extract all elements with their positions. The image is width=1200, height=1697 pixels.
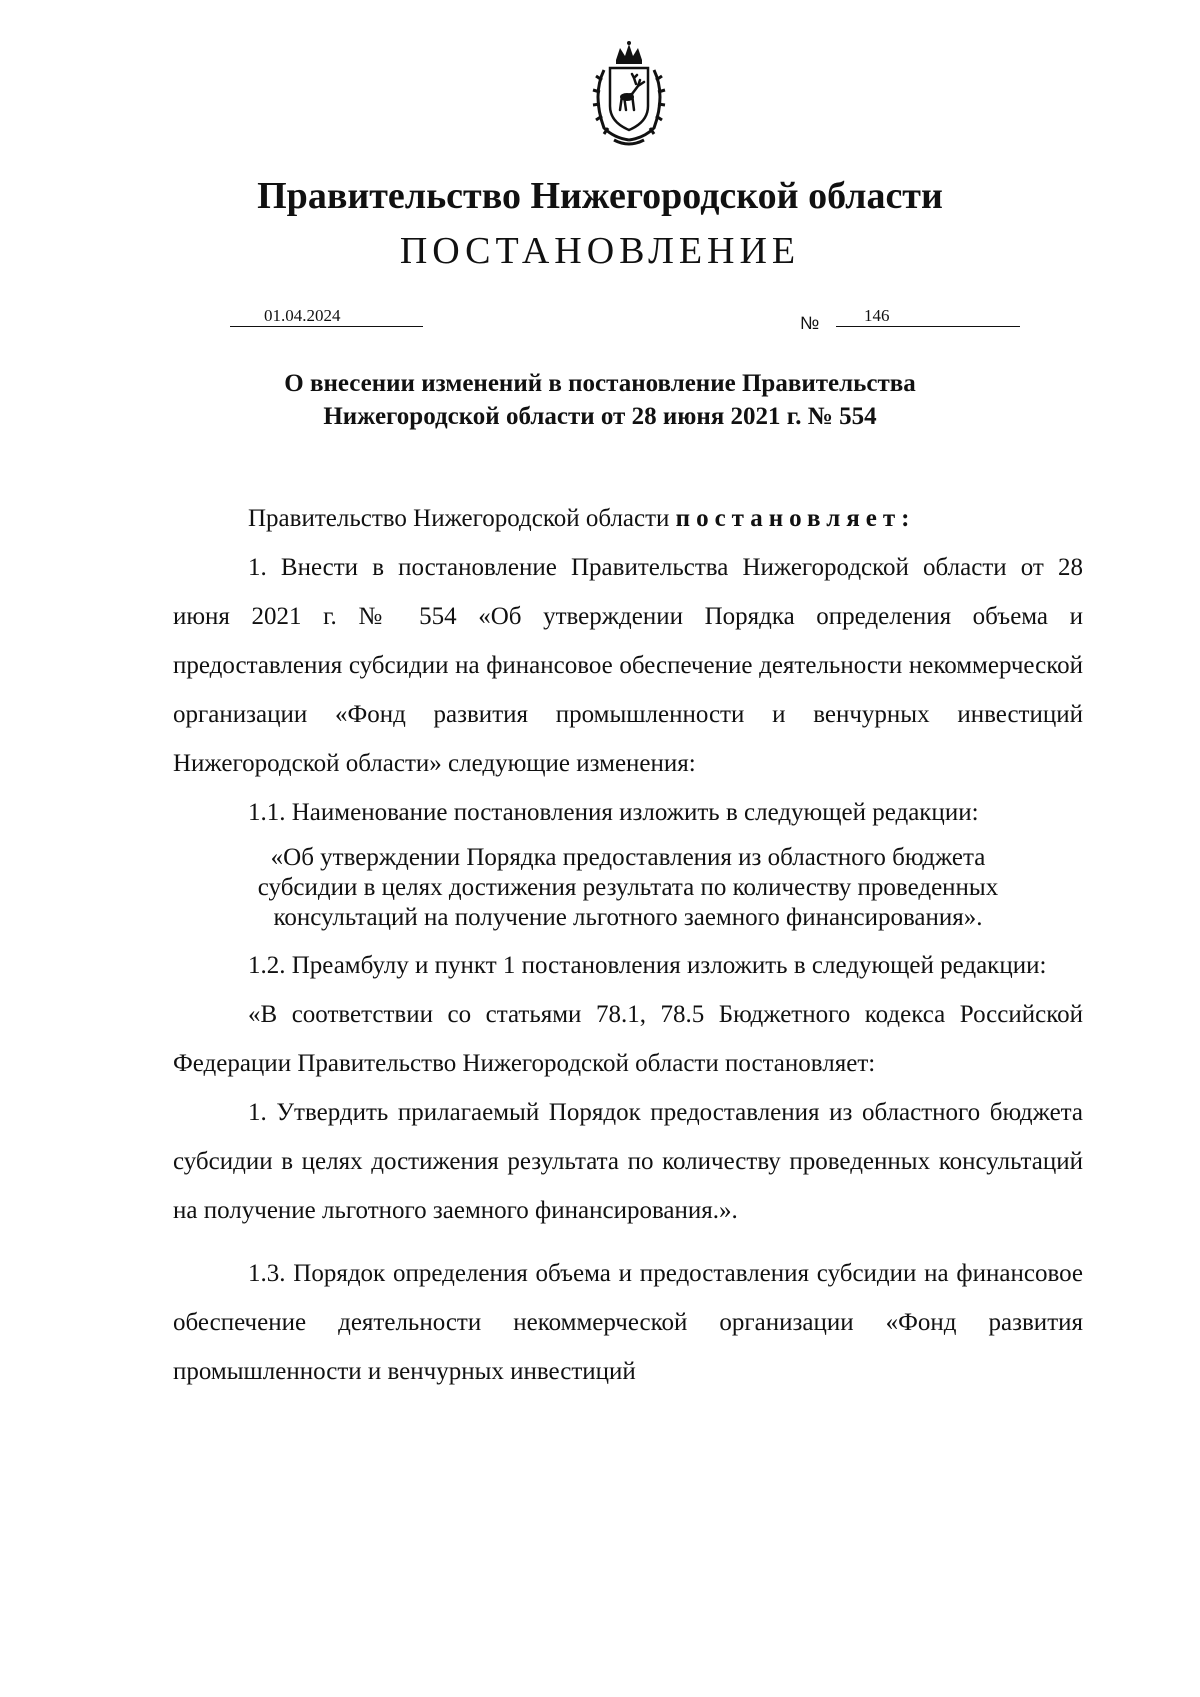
- intro-paragraph: [173, 494, 1083, 543]
- number-label: №: [800, 313, 820, 333]
- intro-decree: постановляет:: [675, 505, 916, 532]
- intro-text: Правительство Нижегородской области: [248, 505, 676, 532]
- preamble-text: «В соответствии со статьями 78.1, 78.5 Бюджетного кодекса Российской Федерации Правительство Нижегородской области постановляет:: [173, 1001, 1083, 1077]
- document-date: 01.04.2024: [230, 306, 423, 327]
- quote-line-2: субсидии в целях достижения результата по количеству проведенных: [257, 874, 999, 901]
- item-1-2: 1.2. Преамбулу и пункт 1 постановления изложить в следующей редакции:: [248, 952, 1047, 979]
- subject-line-1: О внесении изменений в постановление Правительства: [284, 370, 916, 397]
- subject-line-2: Нижегородской области от 28 июня 2021 г. № 554: [323, 403, 877, 430]
- quoted-title: [173, 837, 1083, 941]
- document-type: ПОСТАНОВЛЕНИЕ: [399, 230, 801, 272]
- item-1-1: 1.1. Наименование постановления изложить в следующей редакции:: [248, 799, 979, 826]
- document-body: [173, 494, 1083, 1396]
- government-title: Правительство Нижегородской области: [257, 175, 943, 217]
- new-item-1: 1. Утвердить прилагаемый Порядок предоставления из областного бюджета субсидии в целях достижения результата по количеству проведенных консультаций на получение льготного заемного финансирования.».: [173, 1099, 1083, 1224]
- coat-of-arms-icon: [574, 40, 684, 150]
- document-number: 146: [836, 306, 1020, 327]
- document-subject: [150, 367, 1050, 433]
- quote-line-1: «Об утверждении Порядка предоставления из областного бюджета: [270, 844, 986, 871]
- item-1-3: 1.3. Порядок определения объема и предоставления субсидии на финансовое обеспечение деятельности некоммерческой организации «Фонд развития промышленности и венчурных инвестиций: [173, 1260, 1083, 1385]
- item-1: 1. Внести в постановление Правительства Нижегородской области от 28 июня 2021 г. № 554 «Об утверждении Порядка определения объема и предоставления субсидии на финансовое обеспечение деятельности некоммерческой организации «Фонд развития промышленности и венчурных инвестиций Нижегородской области» следующие изменения:: [173, 554, 1083, 777]
- quote-line-3: консультаций на получение льготного заемного финансирования».: [273, 904, 983, 931]
